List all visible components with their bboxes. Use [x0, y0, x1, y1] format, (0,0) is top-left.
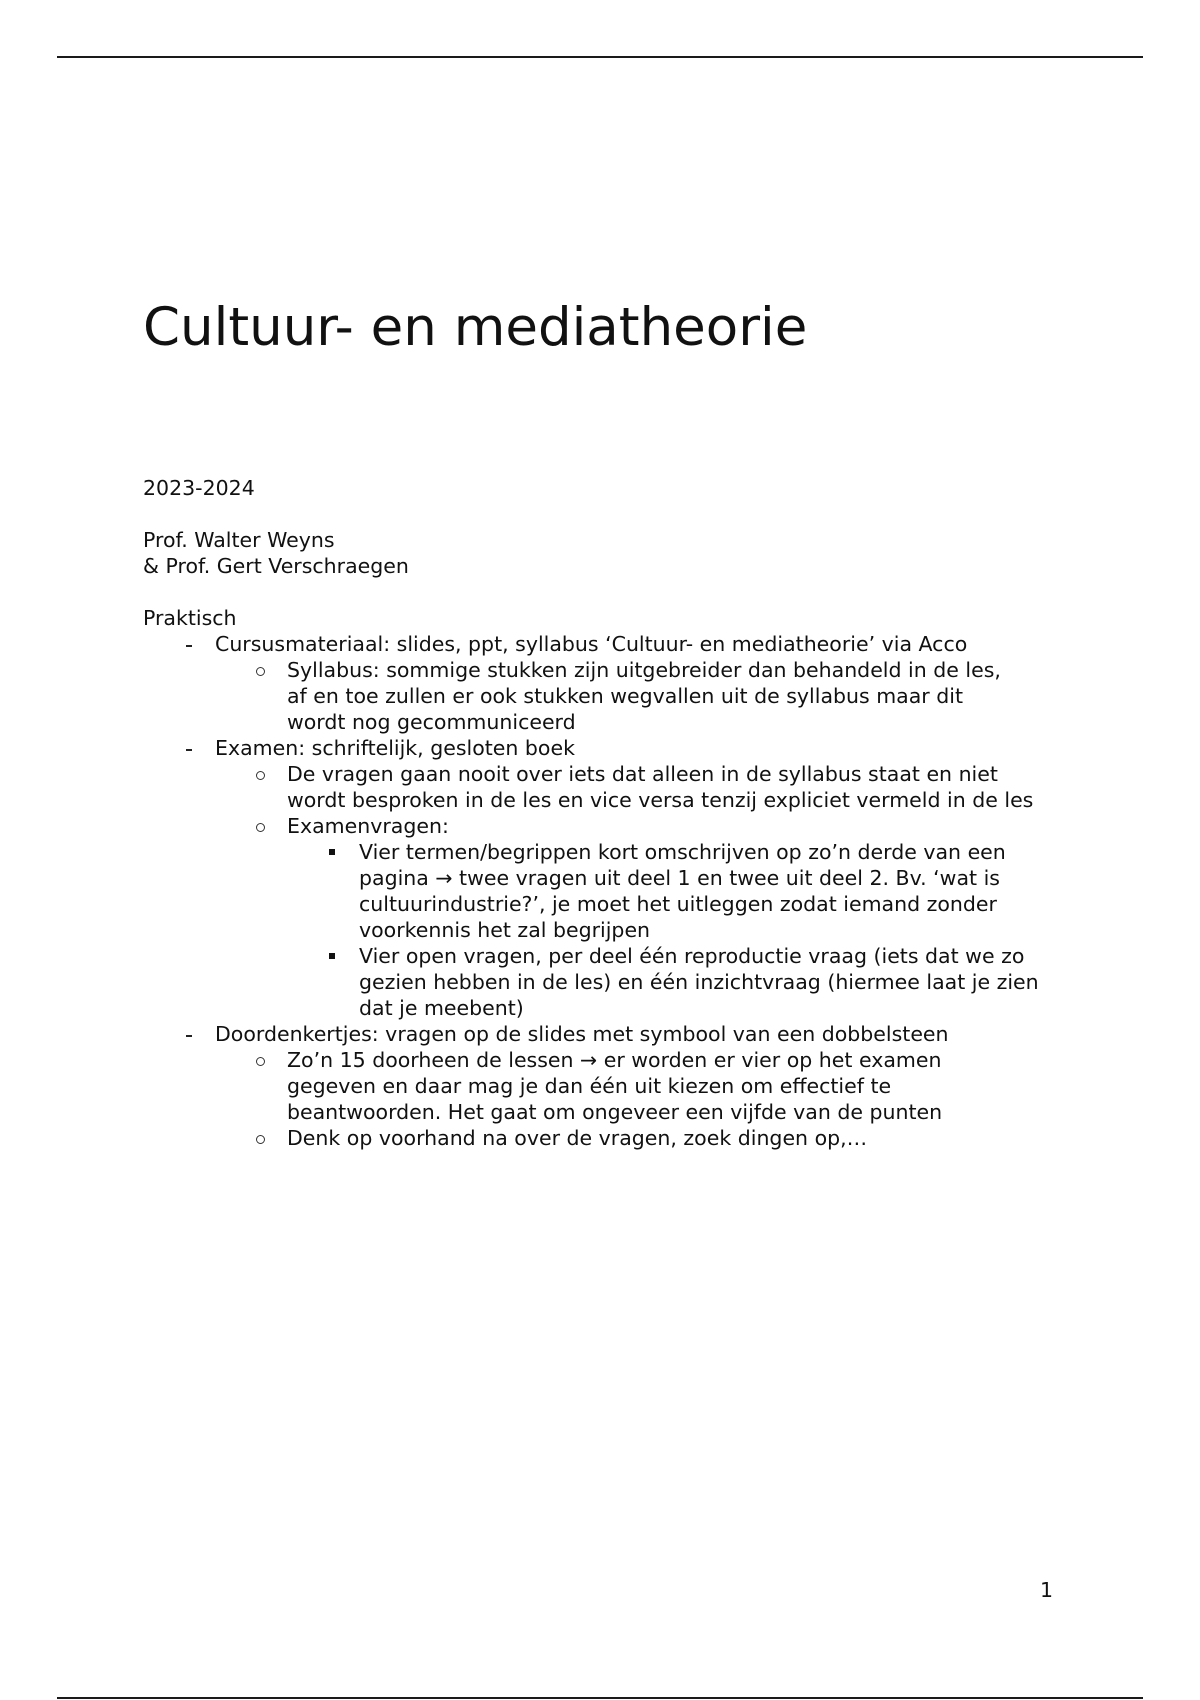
- practical-list: [143, 631, 1065, 1151]
- list-item-text: Cursusmateriaal: slides, ppt, syllabus ‘Cultuur- en mediatheorie’ via Acco: [215, 632, 968, 656]
- list-item: [359, 943, 1057, 1021]
- footer-rule: [57, 1697, 1143, 1699]
- list-item-text: Zo’n 15 doorheen de lessen → er worden er vier op het examen gegeven en daar mag je dan één uit kiezen om effectief te beantwoorden. Het gaat om ongeveer een vijfde van de punten: [287, 1048, 943, 1124]
- academic-year: 2023-2024: [143, 476, 255, 500]
- list-item: [287, 1047, 1027, 1125]
- header-rule: [57, 56, 1143, 58]
- professor-name: Prof. Walter Weyns: [143, 528, 335, 552]
- document-title: Cultuur- en mediatheorie: [143, 297, 808, 358]
- list-item: [287, 1125, 1027, 1151]
- list-item-text: Examen: schriftelijk, gesloten boek: [215, 736, 575, 760]
- page-number: 1: [1040, 1578, 1054, 1602]
- sub-sub-list: [287, 839, 1057, 1021]
- section-heading: Praktisch: [143, 606, 237, 630]
- list-item-text: Vier open vragen, per deel één reproductie vraag (iets dat we zo gezien hebben in de les) en één inzichtvraag (hiermee laat je zien dat je meebent): [359, 944, 1039, 1020]
- list-item: [215, 631, 1065, 735]
- list-item-text: Syllabus: sommige stukken zijn uitgebreider dan behandeld in de les, af en toe zullen er ook stukken wegvallen uit de syllabus maar dit wordt nog gecommuniceerd: [287, 658, 1001, 734]
- list-item: [287, 813, 1057, 1021]
- professor-name: & Prof. Gert Verschraegen: [143, 554, 409, 578]
- list-item-text: Doordenkertjes: vragen op de slides met symbool van een dobbelsteen: [215, 1022, 949, 1046]
- list-item: [215, 1021, 1065, 1151]
- list-item-text: Denk op voorhand na over de vragen, zoek dingen op,…: [287, 1126, 868, 1150]
- list-item-text: De vragen gaan nooit over iets dat alleen in de syllabus staat en niet wordt besproken in de les en vice versa tenzij expliciet vermeld in de les: [287, 762, 1034, 812]
- list-item: [287, 761, 1057, 813]
- list-item: [287, 657, 1027, 735]
- list-item: [215, 735, 1065, 1021]
- list-item-text: Examenvragen:: [287, 814, 449, 838]
- sub-list: [215, 1047, 1065, 1151]
- sub-list: [215, 657, 1065, 735]
- document-meta: [143, 475, 1065, 1151]
- sub-list: [215, 761, 1065, 1021]
- list-item: [359, 839, 1057, 943]
- list-item-text: Vier termen/begrippen kort omschrijven op zo’n derde van een pagina → twee vragen uit deel 1 en twee uit deel 2. Bv. ‘wat is cultuurindustrie?’, je moet het uitleggen zodat iemand zonder voorkennis het zal begrijpen: [359, 840, 1006, 942]
